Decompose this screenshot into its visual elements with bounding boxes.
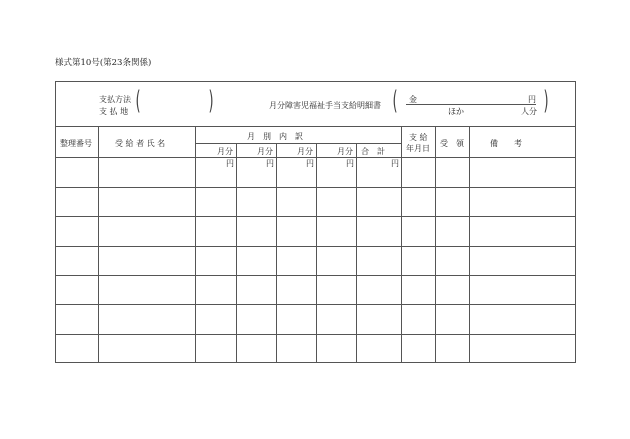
yen-marker-total: 円 [391,159,399,168]
amount-yen-unit: 円 [528,95,536,104]
form-title: 月分障害児福祉手当支給明細書 [269,101,381,110]
sub-header-month-3: 月分 [297,147,313,156]
col-header-date-line2: 年月日 [406,144,430,153]
col-header-monthly: 月 別 内 訳 [247,132,303,141]
yen-marker-2: 円 [266,159,274,168]
col-header-remarks: 備 考 [490,139,522,148]
payment-method-label: 支払方法 [99,95,131,104]
yen-marker-4: 円 [346,159,354,168]
payment-place-label: 支 払 地 [99,107,129,116]
col-header-receipt: 受 領 [440,139,464,148]
sub-header-total: 合 計 [361,147,385,156]
sub-header-month-4: 月分 [337,147,353,156]
amount-bracket-open: ( [392,86,398,116]
others-label: ほか [448,107,464,116]
left-bracket-open: ( [135,86,141,116]
amount-prefix: 金 [409,95,417,104]
sub-header-month-2: 月分 [257,147,273,156]
col-header-recipient: 受 給 者 氏 名 [115,139,166,148]
col-header-date-line1: 支 給 [409,133,428,142]
persons-label: 人分 [521,107,537,116]
amount-bracket-close: ) [543,86,549,116]
yen-marker-3: 円 [306,159,314,168]
sub-header-month-1: 月分 [217,147,233,156]
amount-underline [406,104,536,105]
form-number-label: 様式第10号(第23条関係) [55,58,152,68]
yen-marker-1: 円 [226,159,234,168]
col-header-number: 整理番号 [60,139,92,148]
form-header [55,81,576,127]
left-bracket-close: ) [208,86,214,116]
